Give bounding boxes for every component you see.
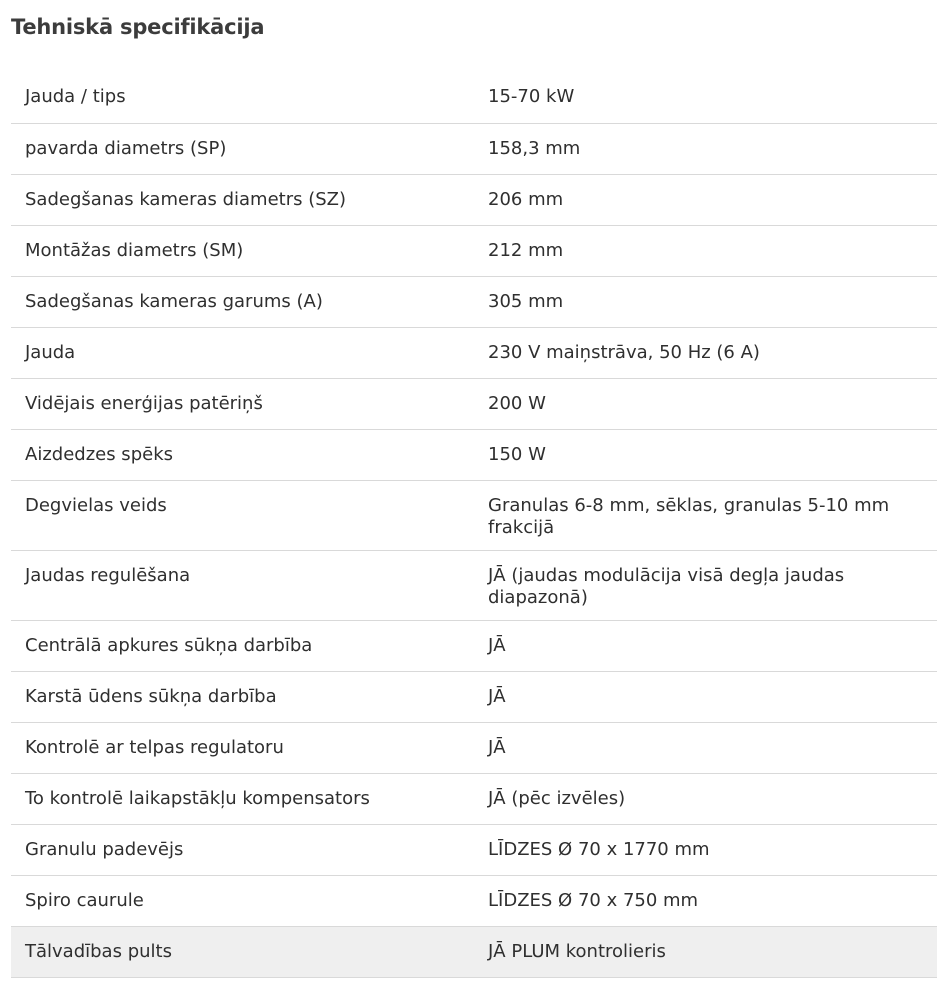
table-row	[11, 276, 937, 327]
spec-label: Karstā ūdens sūkņa darbība	[11, 671, 474, 722]
spec-label: Jauda	[11, 327, 474, 378]
spec-label: Centrālā apkures sūkņa darbība	[11, 620, 474, 671]
spec-label: Sadegšanas kameras diametrs (SZ)	[11, 174, 474, 225]
spec-label: Sadegšanas kameras garums (A)	[11, 276, 474, 327]
spec-label: Spiro caurule	[11, 875, 474, 926]
spec-value: 200 W	[474, 378, 937, 429]
table-row	[11, 773, 937, 824]
table-row	[11, 72, 937, 123]
table-row	[11, 123, 937, 174]
spec-value: 206 mm	[474, 174, 937, 225]
spec-label: Aizdedzes spēks	[11, 429, 474, 480]
spec-value: 150 W	[474, 429, 937, 480]
table-row	[11, 722, 937, 773]
spec-value: 158,3 mm	[474, 123, 937, 174]
table-row	[11, 327, 937, 378]
table-row	[11, 174, 937, 225]
spec-label: Tālvadības pults	[11, 926, 474, 977]
table-row	[11, 875, 937, 926]
spec-value: LĪDZES Ø 70 x 750 mm	[474, 875, 937, 926]
table-row	[11, 378, 937, 429]
spec-label: Granulu padevējs	[11, 824, 474, 875]
table-row	[11, 480, 937, 550]
spec-value: JĀ PLUM kontrolieris	[474, 926, 937, 977]
table-row	[11, 671, 937, 722]
spec-label: pavarda diametrs (SP)	[11, 123, 474, 174]
spec-value: JĀ	[474, 722, 937, 773]
spec-value: Granulas 6-8 mm, sēklas, granulas 5-10 mm frakcijā	[474, 480, 937, 550]
spec-label: Kontrolē ar telpas regulatoru	[11, 722, 474, 773]
spec-value: JĀ	[474, 620, 937, 671]
table-row	[11, 620, 937, 671]
spec-value: 15-70 kW	[474, 72, 937, 123]
spec-label: Vidējais enerģijas patēriņš	[11, 378, 474, 429]
spec-value: 230 V maiņstrāva, 50 Hz (6 A)	[474, 327, 937, 378]
table-row	[11, 824, 937, 875]
spec-label: Montāžas diametrs (SM)	[11, 225, 474, 276]
spec-value: 212 mm	[474, 225, 937, 276]
page-title: Tehniskā specifikācija	[11, 15, 265, 39]
spec-value: JĀ (pēc izvēles)	[474, 773, 937, 824]
table-row	[11, 429, 937, 480]
table-row	[11, 225, 937, 276]
spec-label: Degvielas veids	[11, 480, 474, 550]
spec-value: LĪDZES Ø 70 x 1770 mm	[474, 824, 937, 875]
spec-label: Jaudas regulēšana	[11, 550, 474, 620]
spec-table	[11, 72, 937, 978]
spec-label: Jauda / tips	[11, 72, 474, 123]
spec-value: JĀ (jaudas modulācija visā degļa jaudas diapazonā)	[474, 550, 937, 620]
spec-value: JĀ	[474, 671, 937, 722]
table-row	[11, 550, 937, 620]
table-row-highlighted	[11, 926, 937, 977]
spec-value: 305 mm	[474, 276, 937, 327]
spec-label: To kontrolē laikapstākļu kompensators	[11, 773, 474, 824]
